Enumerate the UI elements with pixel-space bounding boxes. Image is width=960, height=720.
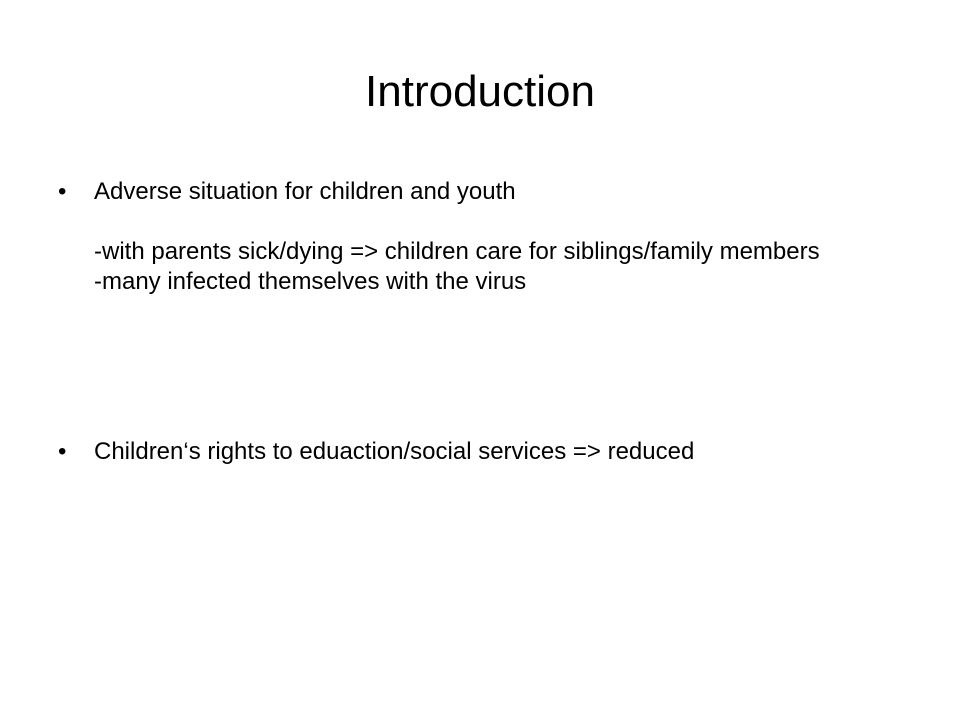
sub-line: -with parents sick/dying => children care for siblings/family members [94, 238, 820, 265]
bullet-body [94, 177, 820, 297]
bullet-dot-icon: • [58, 178, 67, 205]
sub-line: -many infected themselves with the virus [94, 268, 527, 295]
slide-title: Introduction [365, 67, 595, 116]
bullet-text: Children‘s rights to eduaction/social services => reduced [94, 438, 695, 465]
blank-line [94, 207, 820, 237]
bullet-dot-icon: • [58, 438, 67, 465]
bullet-text: Adverse situation for children and youth [94, 178, 516, 205]
bullet-body [94, 437, 694, 467]
